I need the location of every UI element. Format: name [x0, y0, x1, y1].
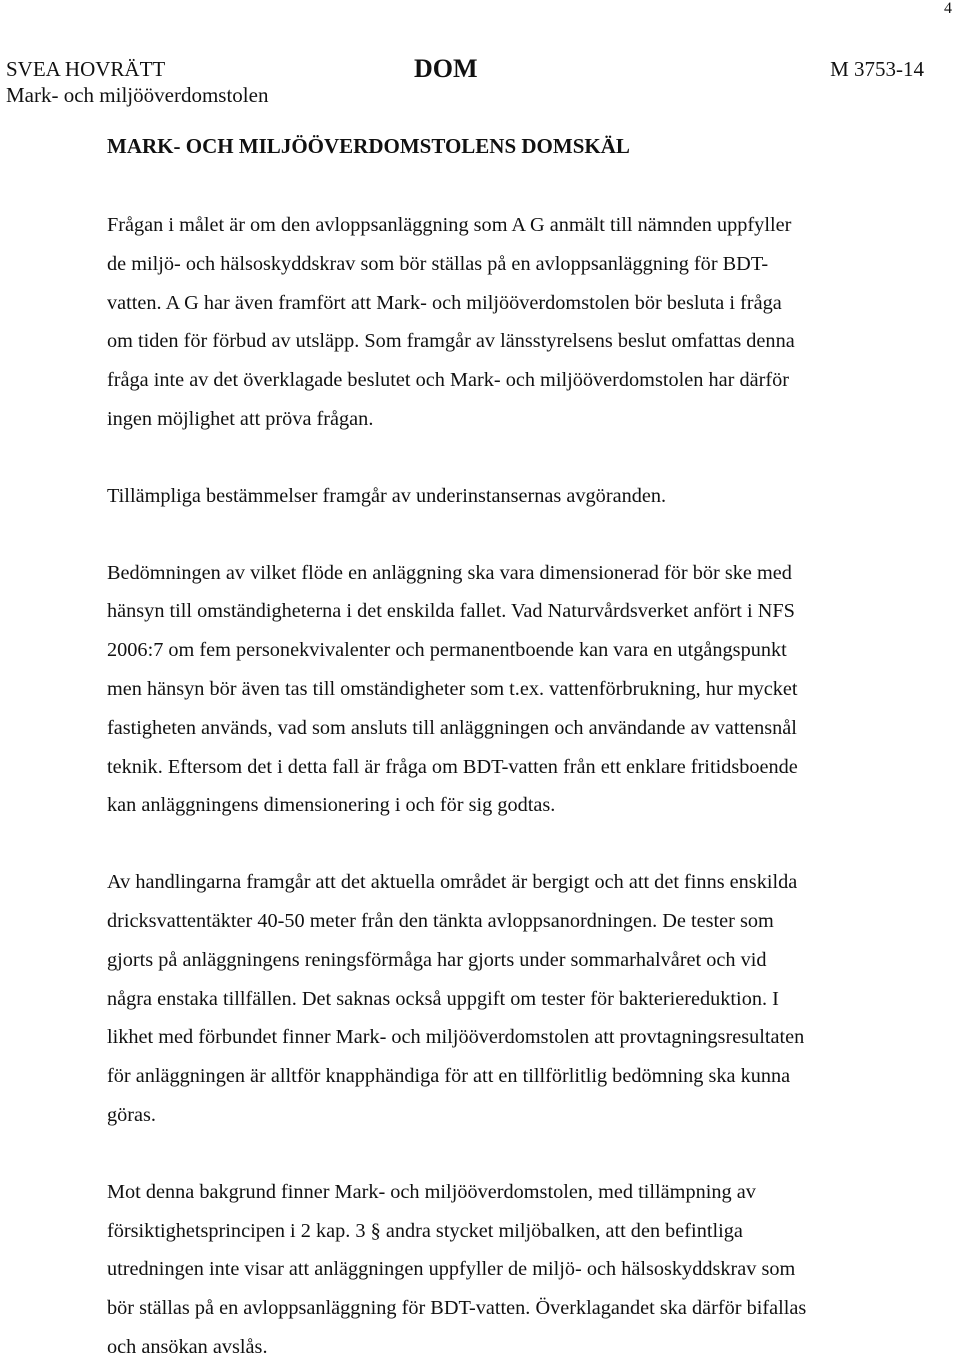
document-body	[107, 206, 897, 1367]
text-line: bör ställas på en avloppsanläggning för BDT-vatten. Överklagandet ska därför bifallas	[107, 1297, 807, 1320]
document-header	[6, 56, 924, 106]
court-name: SVEA HOVRÄTT	[6, 57, 166, 81]
text-line: de miljö- och hälsoskyddskrav som bör ställas på en avloppsanläggning för BDT-	[107, 252, 769, 275]
text-line: hänsyn till omständigheterna i det enskilda fallet. Vad Naturvårdsverket anfört i NFS	[107, 600, 795, 623]
text-line: 2006:7 om fem personekvivalenter och permanentboende kan vara en utgångspunkt	[107, 639, 787, 662]
text-line: likhet med förbundet finner Mark- och miljööverdomstolen att provtagningsresultaten	[107, 1026, 805, 1049]
paragraph	[107, 477, 897, 516]
text-line: Mot denna bakgrund finner Mark- och miljööverdomstolen, med tillämpning av	[107, 1180, 756, 1203]
text-line: Av handlingarna framgår att det aktuella området är bergigt och att det finns enskilda	[107, 871, 798, 894]
text-line: försiktighetsprincipen i 2 kap. 3 § andra stycket miljöbalken, att den befintliga	[107, 1219, 743, 1242]
paragraph	[107, 863, 897, 1135]
text-line: vatten. A G har även framfört att Mark- och miljööverdomstolen bör besluta i fråga	[107, 291, 782, 314]
document-type: DOM	[414, 54, 478, 83]
text-line: fråga inte av det överklagade beslutet och Mark- och miljööverdomstolen har därför	[107, 369, 789, 392]
text-line: men hänsyn bör även tas till omständigheter som t.ex. vattenförbrukning, hur mycket	[107, 677, 798, 700]
text-line: Bedömningen av vilket flöde en anläggning ska vara dimensionerad för bör ske med	[107, 561, 792, 584]
paragraph	[107, 554, 897, 826]
text-line: ingen möjlighet att pröva frågan.	[107, 407, 374, 430]
text-line: gjorts på anläggningens reningsförmåga har gjorts under sommarhalvåret och vid	[107, 948, 767, 971]
text-line: om tiden för förbud av utsläpp. Som framgår av länsstyrelsens beslut omfattas denna	[107, 330, 795, 353]
court-info	[6, 56, 268, 108]
section-heading: MARK- OCH MILJÖÖVERDOMSTOLENS DOMSKÄL	[107, 134, 630, 158]
text-line: fastigheten används, vad som ansluts till anläggningen och användande av vattensnål	[107, 716, 797, 739]
case-number: M 3753-14	[830, 57, 924, 81]
text-line: Frågan i målet är om den avloppsanläggning som A G anmält till nämnden uppfyller	[107, 214, 792, 236]
text-line: för anläggningen är alltför knapphändiga för att en tillförlitlig bedömning ska kunna	[107, 1065, 791, 1088]
text-line: och ansökan avslås.	[107, 1335, 268, 1358]
court-division: Mark- och miljööverdomstolen	[6, 83, 269, 107]
paragraph	[107, 206, 897, 439]
page-number: 4	[944, 0, 952, 17]
text-line: dricksvattentäkter 40-50 meter från den tänkta avloppsanordningen. De tester som	[107, 909, 774, 932]
paragraph	[107, 1173, 897, 1367]
text-line: några enstaka tillfällen. Det saknas också uppgift om tester för bakteriereduktion. I	[107, 987, 779, 1010]
text-line: kan anläggningens dimensionering i och för sig godtas.	[107, 794, 556, 817]
text-line: utredningen inte visar att anläggningen uppfyller de miljö- och hälsoskyddskrav som	[107, 1258, 796, 1281]
text-line: teknik. Eftersom det i detta fall är fråga om BDT-vatten från ett enklare fritidsboende	[107, 755, 798, 778]
text-line: Tillämpliga bestämmelser framgår av underinstansernas avgöranden.	[107, 484, 667, 507]
text-line: göras.	[107, 1103, 156, 1126]
